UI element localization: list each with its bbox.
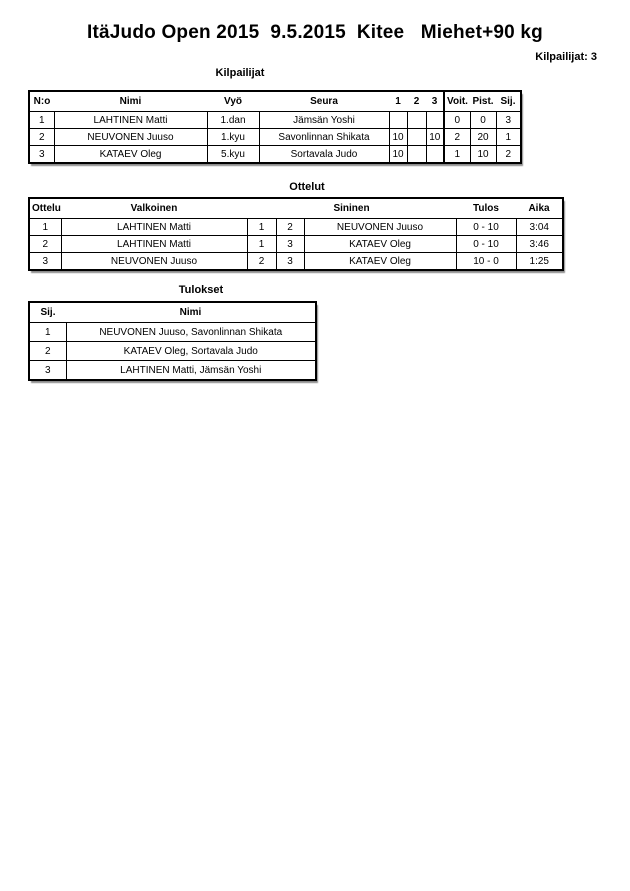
competitor-r2	[407, 146, 426, 164]
match-blue-name: NEUVONEN Juuso	[304, 219, 456, 236]
col-header-place: Sij.	[29, 302, 66, 323]
result-place: 1	[29, 323, 66, 342]
competitor-r2	[407, 129, 426, 146]
col-header-points: Pist.	[470, 91, 496, 112]
col-header-blue: Sininen	[247, 198, 456, 219]
result-place: 2	[29, 342, 66, 361]
table-row	[29, 323, 316, 342]
page-title: ItäJudo Open 2015 9.5.2015 Kitee Miehet+90 kg	[87, 22, 543, 43]
competitor-wins: 0	[444, 112, 470, 129]
table-row	[29, 361, 316, 381]
match-white-no: 1	[247, 219, 276, 236]
table-row	[29, 112, 521, 129]
competitor-r3: 10	[426, 129, 444, 146]
match-time: 3:46	[516, 236, 563, 253]
competitor-name: KATAEV Oleg	[54, 146, 207, 164]
competitor-place: 3	[496, 112, 521, 129]
col-header-r3: 3	[426, 91, 444, 112]
col-header-name: Nimi	[54, 91, 207, 112]
competitors-count-label: Kilpailijat: 3	[535, 51, 597, 63]
col-header-r2: 2	[407, 91, 426, 112]
col-header-result: Tulos	[456, 198, 516, 219]
competitors-header-row	[29, 91, 521, 112]
col-header-match-no: Ottelu	[29, 198, 61, 219]
result-name: NEUVONEN Juuso, Savonlinnan Shikata	[66, 323, 316, 342]
competitor-no: 3	[29, 146, 54, 164]
match-no: 1	[29, 219, 61, 236]
competitor-r3	[426, 146, 444, 164]
competitor-r1: 10	[389, 129, 407, 146]
competitor-points: 20	[470, 129, 496, 146]
table-row	[29, 253, 563, 271]
competitor-wins: 2	[444, 129, 470, 146]
match-time: 3:04	[516, 219, 563, 236]
competitor-r1	[389, 112, 407, 129]
result-name: LAHTINEN Matti, Jämsän Yoshi	[66, 361, 316, 381]
col-header-no: N:o	[29, 91, 54, 112]
matches-header-row	[29, 198, 563, 219]
col-header-place: Sij.	[496, 91, 521, 112]
competitor-club: Jämsän Yoshi	[259, 112, 389, 129]
table-row	[29, 219, 563, 236]
competitor-r2	[407, 112, 426, 129]
match-blue-no: 3	[276, 236, 304, 253]
match-blue-name: KATAEV Oleg	[304, 236, 456, 253]
competitor-belt: 1.dan	[207, 112, 259, 129]
match-white-no: 1	[247, 236, 276, 253]
matches-table	[28, 197, 564, 271]
match-blue-no: 3	[276, 253, 304, 271]
table-row	[29, 342, 316, 361]
match-time: 1:25	[516, 253, 563, 271]
results-section-heading: Tulokset	[178, 284, 224, 296]
competitor-name: NEUVONEN Juuso	[54, 129, 207, 146]
col-header-wins: Voit.	[444, 91, 470, 112]
competitor-name: LAHTINEN Matti	[54, 112, 207, 129]
competitor-belt: 1.kyu	[207, 129, 259, 146]
table-row	[29, 129, 521, 146]
competitors-section-heading: Kilpailijat	[215, 67, 265, 79]
col-header-club: Seura	[259, 91, 389, 112]
match-white-name: LAHTINEN Matti	[61, 219, 247, 236]
match-result: 0 - 10	[456, 219, 516, 236]
result-name: KATAEV Oleg, Sortavala Judo	[66, 342, 316, 361]
col-header-belt: Vyö	[207, 91, 259, 112]
competitors-table	[28, 90, 522, 164]
competitor-place: 2	[496, 146, 521, 164]
col-header-r1: 1	[389, 91, 407, 112]
match-white-name: LAHTINEN Matti	[61, 236, 247, 253]
competitor-no: 2	[29, 129, 54, 146]
competitor-club: Sortavala Judo	[259, 146, 389, 164]
result-place: 3	[29, 361, 66, 381]
competitor-points: 0	[470, 112, 496, 129]
col-header-time: Aika	[516, 198, 563, 219]
match-white-no: 2	[247, 253, 276, 271]
match-white-name: NEUVONEN Juuso	[61, 253, 247, 271]
results-header-row	[29, 302, 316, 323]
results-table	[28, 301, 317, 381]
competitor-club: Savonlinnan Shikata	[259, 129, 389, 146]
match-no: 3	[29, 253, 61, 271]
competitor-place: 1	[496, 129, 521, 146]
match-blue-no: 2	[276, 219, 304, 236]
competitor-belt: 5.kyu	[207, 146, 259, 164]
matches-section-heading: Ottelut	[289, 181, 325, 193]
table-row	[29, 236, 563, 253]
match-result: 0 - 10	[456, 236, 516, 253]
match-no: 2	[29, 236, 61, 253]
match-result: 10 - 0	[456, 253, 516, 271]
competitor-no: 1	[29, 112, 54, 129]
col-header-name: Nimi	[66, 302, 316, 323]
competitor-wins: 1	[444, 146, 470, 164]
competitor-r1: 10	[389, 146, 407, 164]
col-header-white: Valkoinen	[61, 198, 247, 219]
competitor-r3	[426, 112, 444, 129]
table-row	[29, 146, 521, 164]
match-blue-name: KATAEV Oleg	[304, 253, 456, 271]
competitor-points: 10	[470, 146, 496, 164]
